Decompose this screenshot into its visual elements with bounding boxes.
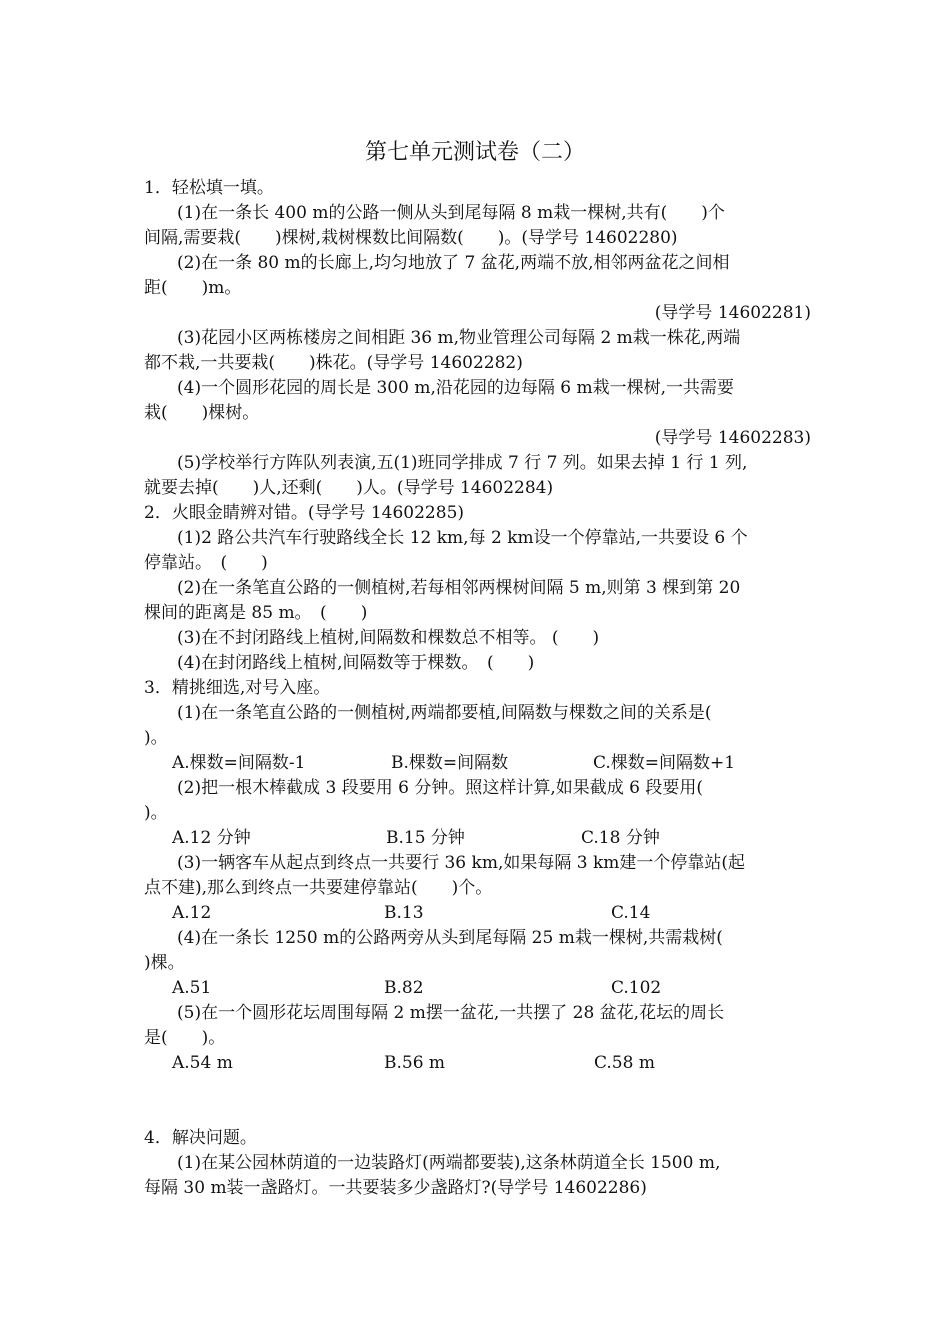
section-4-heading: 4．解决问题。 <box>144 1128 257 1148</box>
section-1-heading: 1．轻松填一填。 <box>144 178 274 198</box>
s3-q1-option-c: C.棵数=间隔数+1 <box>593 753 736 773</box>
s3-q3-line1: (3)一辆客车从起点到终点一共要行 36 km,如果每隔 3 km建一个停靠站(起 <box>177 853 746 873</box>
s3-q4-option-b: B.82 <box>384 978 424 998</box>
s4-q1-line1: (1)在某公园林荫道的一边装路灯(两端都要装),这条林荫道全长 1500 m, <box>177 1153 721 1173</box>
s2-q4: (4)在封闭路线上植树,间隔数等于棵数。 ( ) <box>177 653 535 673</box>
section-2-heading: 2．火眼金睛辨对错。(导学号 14602285) <box>144 503 465 523</box>
s2-q1-line1: (1)2 路公共汽车行驶路线全长 12 km,每 2 km设一个停靠站,一共要设 6 个 <box>177 528 748 548</box>
s3-q1-line2: )。 <box>144 728 168 748</box>
s1-q1-line1: (1)在一条长 400 m的公路一侧从头到尾每隔 8 m栽一棵树,共有( )个 <box>177 203 725 223</box>
page-title: 第七单元测试卷（二） <box>364 140 585 165</box>
s2-q1-line2: 停靠站。 ( ) <box>144 553 268 573</box>
s4-q1-line2: 每隔 30 m装一盏路灯。一共要装多少盏路灯?(导学号 14602286) <box>144 1178 647 1198</box>
s3-q5-option-b: B.56 m <box>384 1053 446 1073</box>
s1-q4-line1: (4)一个圆形花园的周长是 300 m,沿花园的边每隔 6 m栽一棵树,一共需要 <box>177 378 735 398</box>
s2-q3: (3)在不封闭路线上植树,间隔数和棵数总不相等。 ( ) <box>177 628 600 648</box>
s1-q5-line2: 就要去掉( )人,还剩( )人。(导学号 14602284) <box>144 478 554 498</box>
s3-q3-option-c: C.14 <box>611 903 651 923</box>
s3-q3-line2: 点不建),那么到终点一共要建停靠站( )个。 <box>144 878 493 898</box>
s1-q3-line1: (3)花园小区两栋楼房之间相距 36 m,物业管理公司每隔 2 m栽一株花,两端 <box>177 328 741 348</box>
s3-q5-line1: (5)在一个圆形花坛周围每隔 2 m摆一盆花,一共摆了 28 盆花,花坛的周长 <box>177 1003 725 1023</box>
s1-q4-ref: (导学号 14602283) <box>654 428 811 448</box>
s3-q3-option-b: B.13 <box>384 903 424 923</box>
s3-q2-line1: (2)把一根木棒截成 3 段要用 6 分钟。照这样计算,如果截成 6 段要用( <box>177 778 703 798</box>
s3-q2-option-b: B.15 分钟 <box>386 828 465 848</box>
s3-q4-option-c: C.102 <box>611 978 662 998</box>
s1-q2-ref: (导学号 14602281) <box>654 303 811 323</box>
s3-q1-option-a: A.棵数=间隔数-1 <box>172 753 306 773</box>
s3-q5-line2: 是( )。 <box>144 1028 226 1048</box>
s3-q2-line2: )。 <box>144 803 168 823</box>
s1-q5-line1: (5)学校举行方阵队列表演,五(1)班同学排成 7 行 7 列。如果去掉 1 行 1 列, <box>177 453 748 473</box>
s3-q4-option-a: A.51 <box>172 978 212 998</box>
s3-q5-option-a: A.54 m <box>172 1053 233 1073</box>
s3-q3-option-a: A.12 <box>172 903 212 923</box>
s3-q1-option-b: B.棵数=间隔数 <box>391 753 509 773</box>
s1-q2-line1: (2)在一条 80 m的长廊上,均匀地放了 7 盆花,两端不放,相邻两盆花之间相 <box>177 253 730 273</box>
s3-q4-line1: (4)在一条长 1250 m的公路两旁从头到尾每隔 25 m栽一棵树,共需栽树( <box>177 928 723 948</box>
s3-q1-line1: (1)在一条笔直公路的一侧植树,两端都要植,间隔数与棵数之间的关系是( <box>177 703 712 723</box>
s2-q2-line1: (2)在一条笔直公路的一侧植树,若每相邻两棵树间隔 5 m,则第 3 棵到第 20 <box>177 578 741 598</box>
s1-q4-line2: 栽( )棵树。 <box>144 403 260 423</box>
s1-q3-line2: 都不栽,一共要栽( )株花。(导学号 14602282) <box>144 353 523 373</box>
s3-q4-line2: )棵。 <box>144 953 185 973</box>
s1-q2-line2: 距( )m。 <box>144 278 242 298</box>
s3-q2-option-c: C.18 分钟 <box>581 828 660 848</box>
s3-q5-option-c: C.58 m <box>594 1053 655 1073</box>
section-3-heading: 3．精挑细选,对号入座。 <box>144 678 331 698</box>
s3-q2-option-a: A.12 分钟 <box>172 828 251 848</box>
s2-q2-line2: 棵间的距离是 85 m。 ( ) <box>144 603 368 623</box>
s1-q1-line2: 间隔,需要栽( )棵树,栽树棵数比间隔数( )。(导学号 14602280) <box>144 228 678 248</box>
